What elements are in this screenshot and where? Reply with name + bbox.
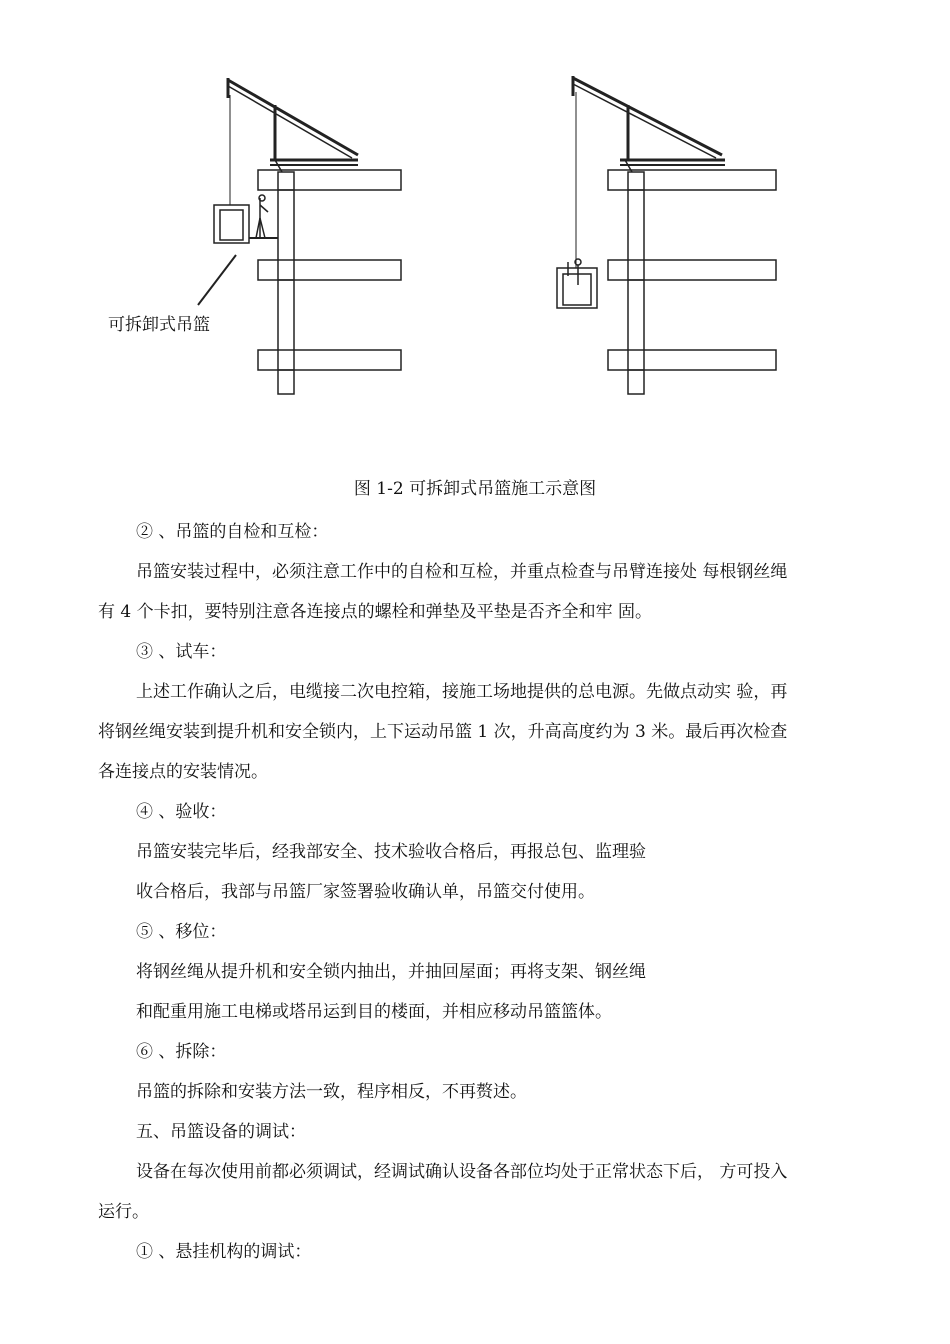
right-building bbox=[608, 170, 776, 394]
paragraph-line: 和配重用施工电梯或塔吊运到目的楼面，并相应移动吊篮篮体。 bbox=[136, 1002, 612, 1022]
paragraph-line: 各连接点的安装情况。 bbox=[98, 762, 268, 782]
paragraph-line: 将钢丝绳从提升机和安全锁内抽出，并抽回屋面；再将支架、钢丝绳 bbox=[136, 962, 646, 982]
paragraph-heading: ⑥ 、拆除： bbox=[136, 1042, 227, 1062]
paragraph-line: 将钢丝绳安装到提升机和安全锁内，上下运动吊篮 1 次，升高高度约为 3 米。最后再次检查 bbox=[98, 722, 788, 742]
paragraph-heading: ③ 、试车： bbox=[136, 642, 227, 662]
paragraph-heading: ④ 、验收： bbox=[136, 802, 227, 822]
paragraph-heading: ⑤ 、移位： bbox=[136, 922, 227, 942]
construction-diagram bbox=[0, 0, 950, 430]
paragraph-line: 吊篮的拆除和安装方法一致，程序相反，不再赘述。 bbox=[136, 1082, 527, 1102]
left-building bbox=[258, 170, 401, 394]
right-basket bbox=[557, 259, 597, 308]
paragraph-line: 上述工作确认之后，电缆接二次电控箱，接施工场地提供的总电源。先做点动实 验，再 bbox=[136, 682, 788, 702]
left-label-leader bbox=[198, 255, 236, 305]
paragraph-line: 运行。 bbox=[98, 1202, 149, 1222]
paragraph-heading: ② 、吊篮的自检和互检： bbox=[136, 522, 329, 542]
left-basket bbox=[214, 195, 278, 243]
paragraph-line: 收合格后，我部与吊篮厂家签署验收确认单，吊篮交付使用。 bbox=[136, 882, 595, 902]
right-cantilever-frame bbox=[573, 76, 725, 268]
section-heading: 五、吊篮设备的调试： bbox=[136, 1122, 306, 1142]
paragraph-line: 吊篮安装完毕后，经我部安全、技术验收合格后，再报总包、监理验 bbox=[136, 842, 646, 862]
paragraph-heading: ① 、悬挂机构的调试： bbox=[136, 1242, 312, 1262]
paragraph-line: 吊篮安装过程中，必须注意工作中的自检和互检，并重点检查与吊臂连接处 每根钢丝绳 bbox=[136, 562, 788, 582]
figure-caption: 图 1-2 可拆卸式吊篮施工示意图 bbox=[353, 479, 597, 499]
paragraph-line: 设备在每次使用前都必须调试，经调试确认设备各部位均处于正常状态下后， 方可投入 bbox=[136, 1162, 788, 1182]
figure-left-label: 可拆卸式吊篮 bbox=[108, 315, 210, 335]
left-cantilever-frame bbox=[228, 78, 358, 205]
paragraph-line: 有 4 个卡扣，要特别注意各连接点的螺栓和弹垫及平垫是否齐全和牢 固。 bbox=[98, 602, 653, 622]
